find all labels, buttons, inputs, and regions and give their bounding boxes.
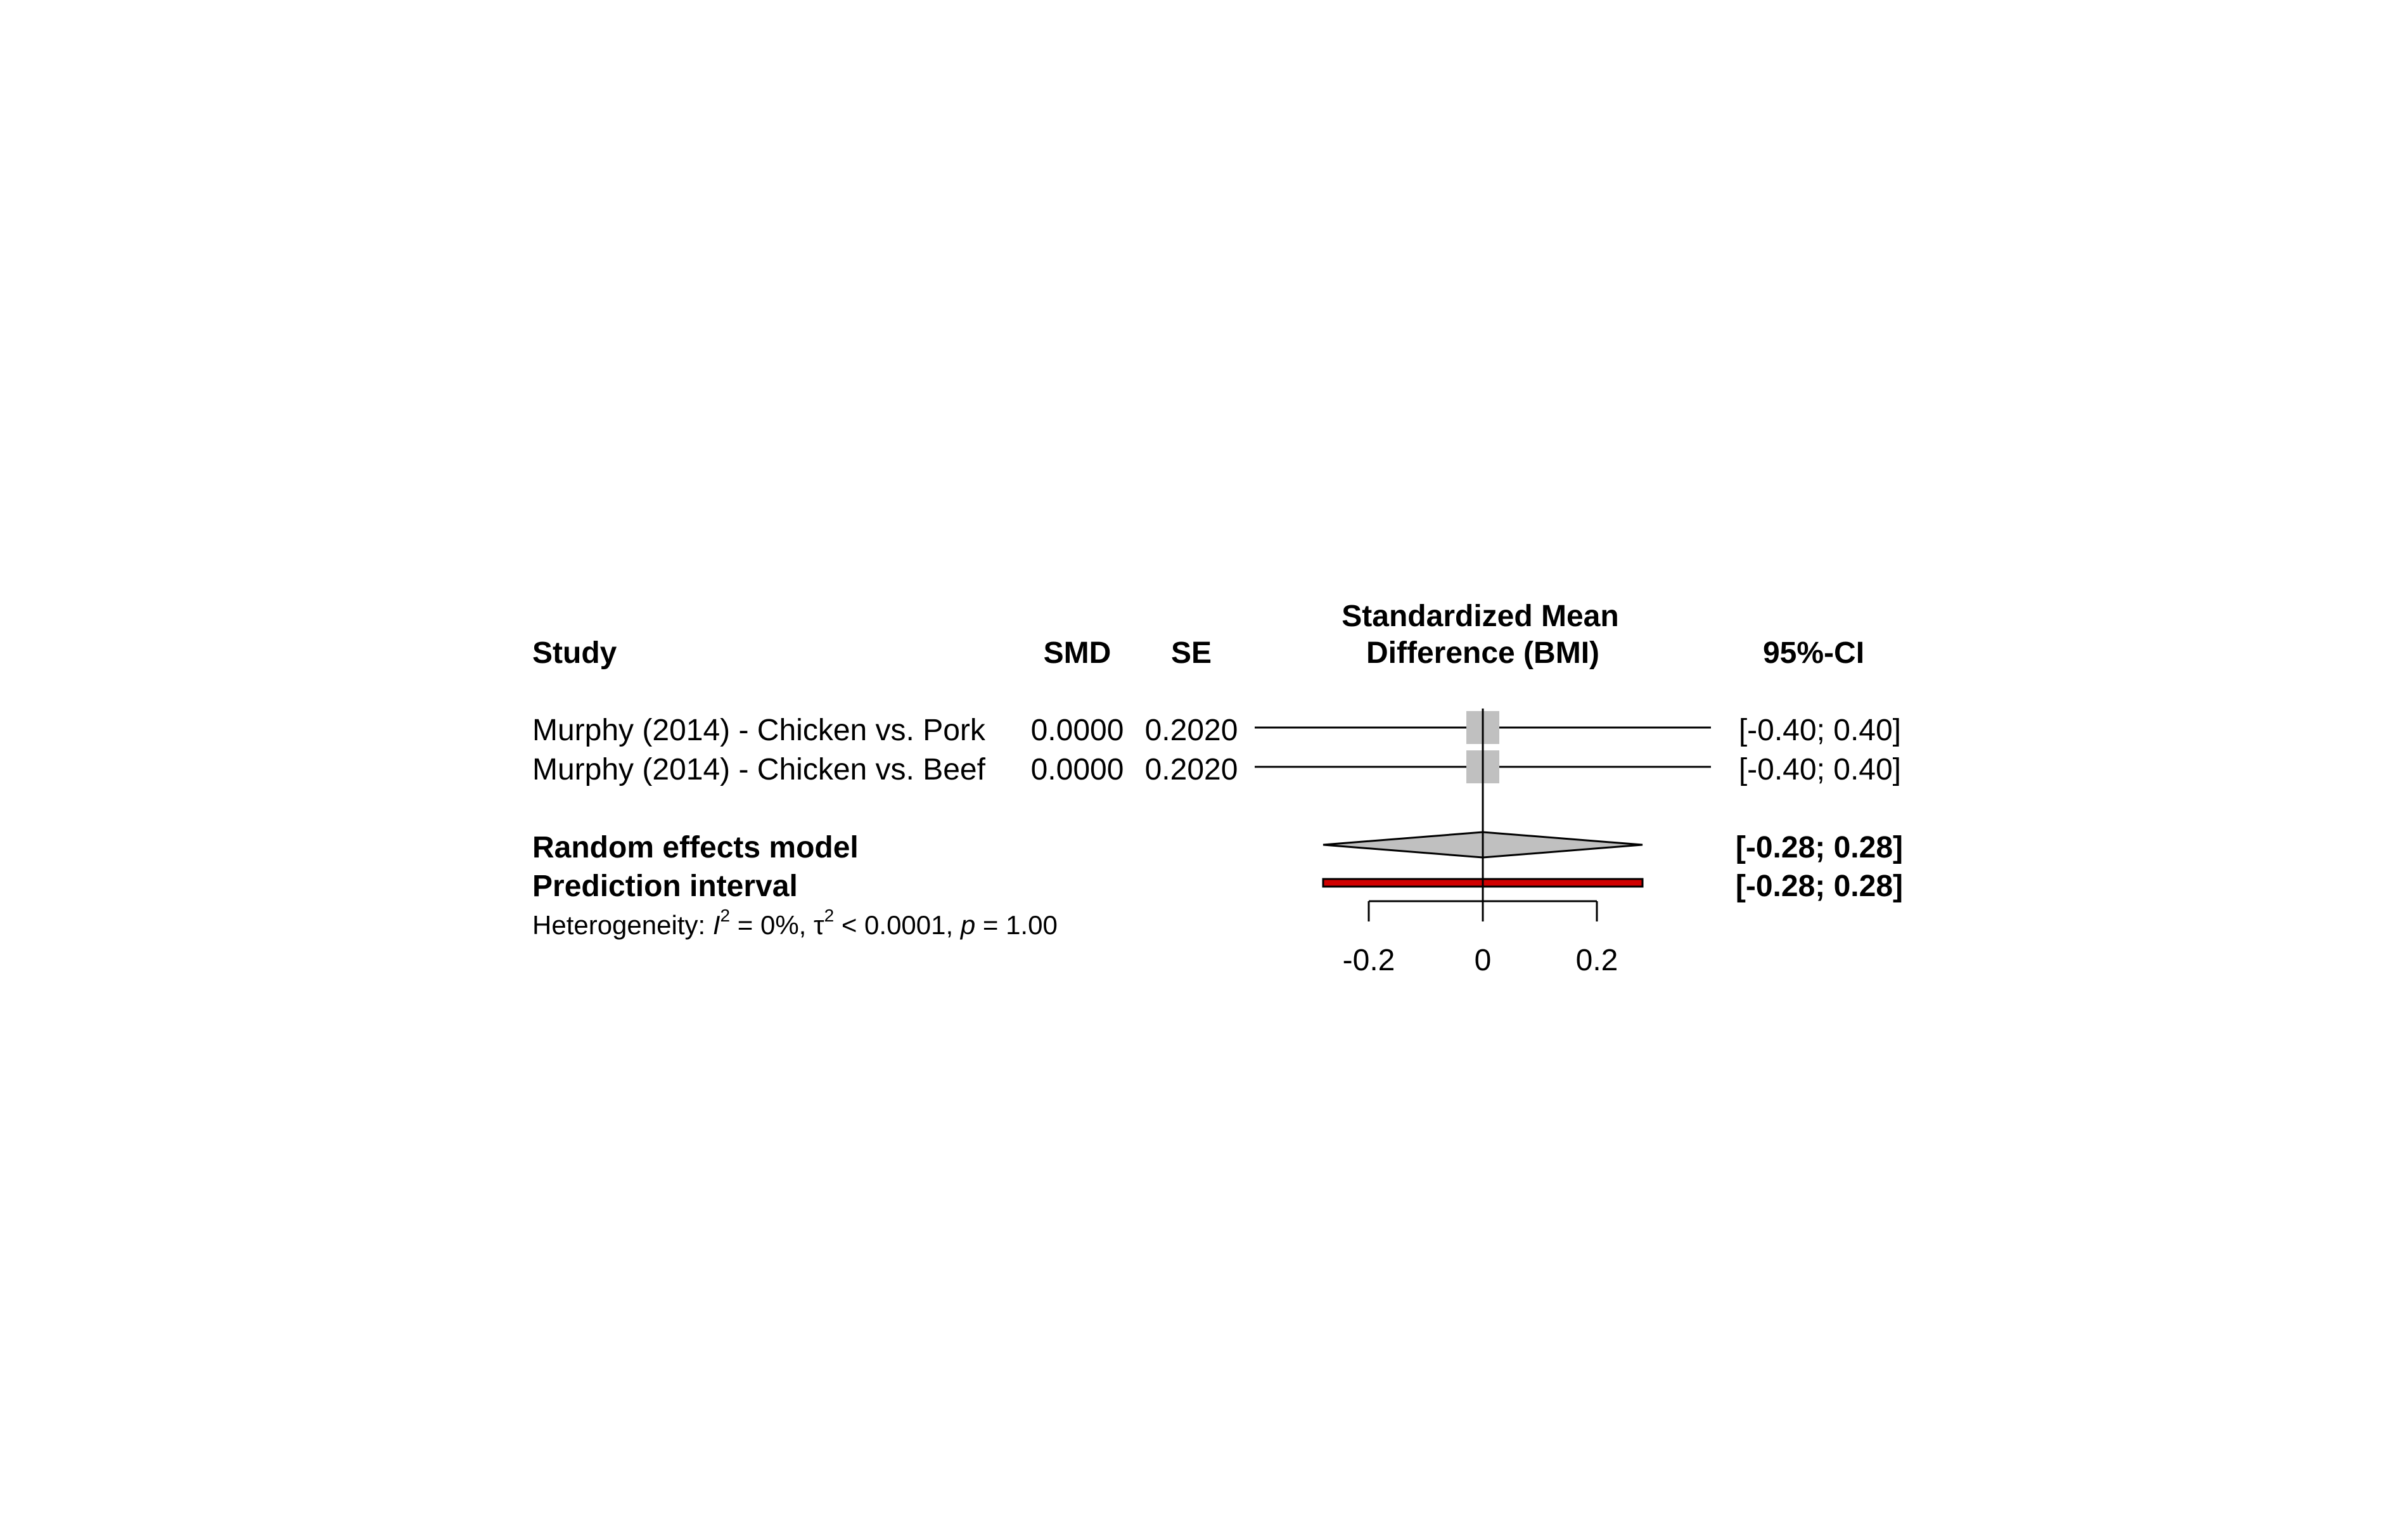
x-axis-ticks — [1343, 901, 1618, 977]
x-tick-label: 0.2 — [1575, 944, 1618, 977]
study-label: Murphy (2014) - Chicken vs. Pork — [532, 714, 985, 747]
header-smd: SMD — [1043, 636, 1111, 670]
prediction-interval-label: Prediction interval — [532, 870, 798, 903]
x-tick-label: -0.2 — [1342, 944, 1395, 977]
study-se: 0.2020 — [1144, 714, 1238, 747]
study-ci-text: [-0.40; 0.40] — [1738, 714, 1901, 747]
study-smd: 0.0000 — [1030, 714, 1124, 747]
random-effects-ci-text: [-0.28; 0.28] — [1735, 831, 1903, 864]
header-effect-line2: Difference (BMI) — [1366, 636, 1600, 670]
x-tick-label: 0 — [1474, 944, 1492, 977]
study-ci-text: [-0.40; 0.40] — [1738, 753, 1901, 786]
heterogeneity-text: Heterogeneity: $I^2 = 0\%$, $\tau^2 < 0.0001$, p = 1.00 — [532, 906, 1058, 940]
random-effects-label: Random effects model — [532, 831, 859, 864]
study-row-2 — [532, 750, 1901, 786]
header-effect-line1: Standardized Mean — [1342, 600, 1619, 633]
header-ci: 95%-CI — [1762, 636, 1865, 670]
header-se: SE — [1170, 636, 1212, 670]
study-se: 0.2020 — [1144, 753, 1238, 786]
study-label: Murphy (2014) - Chicken vs. Beef — [532, 753, 985, 786]
prediction-interval-ci-text: [-0.28; 0.28] — [1735, 870, 1903, 903]
header-study: Study — [532, 636, 617, 670]
study-row-1 — [532, 711, 1901, 747]
study-smd: 0.0000 — [1030, 753, 1124, 786]
